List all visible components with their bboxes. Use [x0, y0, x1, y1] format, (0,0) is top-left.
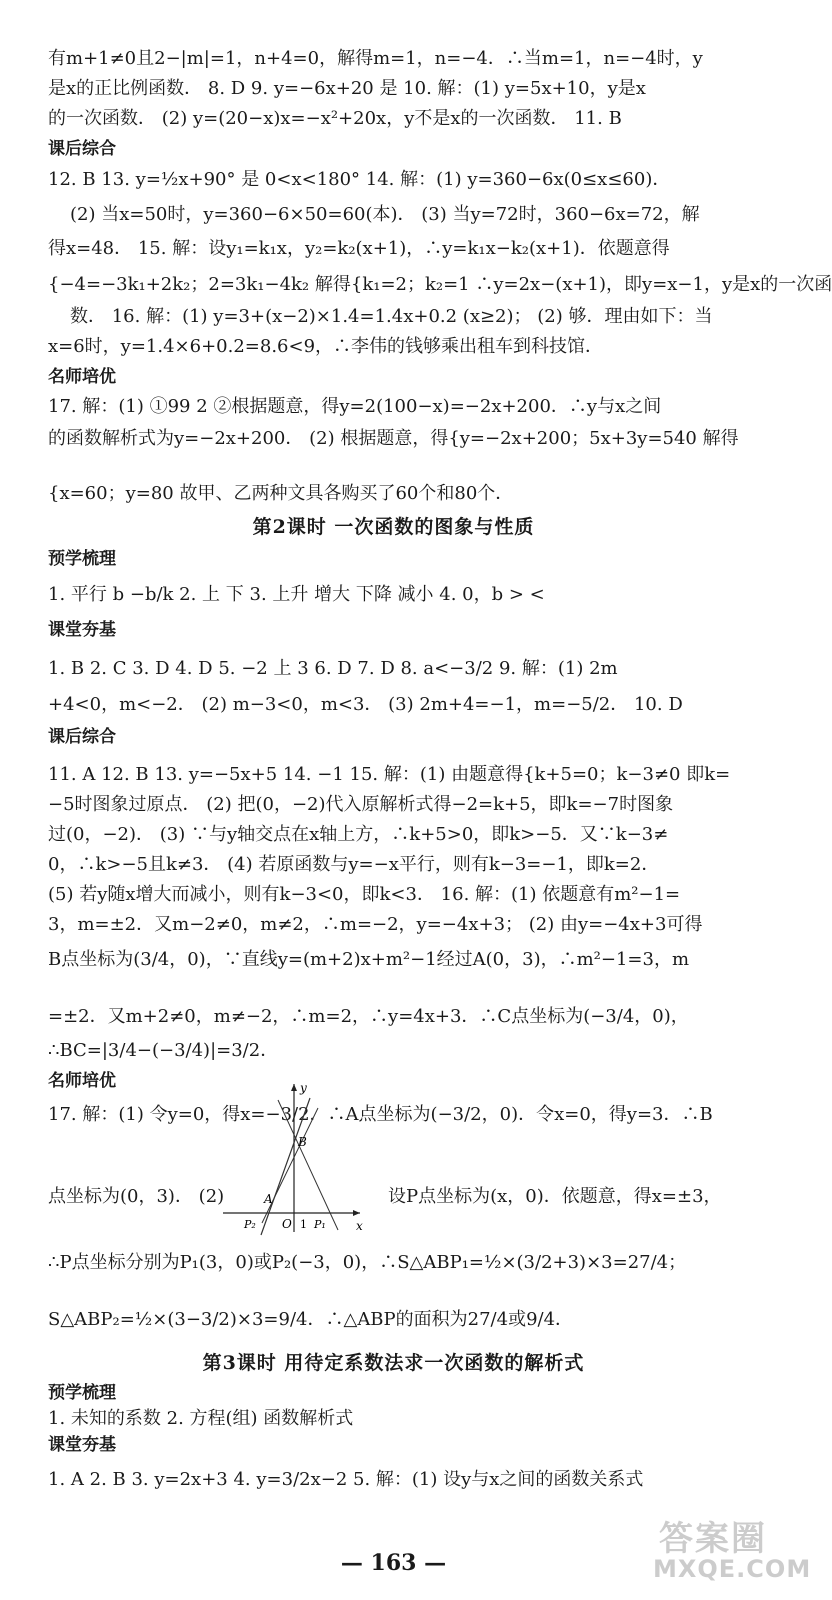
text-line: S△ABP₂=½×(3−3/2)×3=9/4．∴△ABP的面积为27/4或9/4．: [48, 1309, 574, 1330]
watermark-bottom: MXQE.COM: [653, 1555, 812, 1583]
text-line: +4<0，m<−2． (2) m−3<0，m<3． (3) 2m+4=−1，m=−5/2． 10. D: [48, 694, 683, 715]
x-axis-arrow-icon: [353, 1210, 360, 1216]
text-line: 0，∴k>−5且k≠3． (4) 若原函数与y=−x平行，则有k−3=−1，即k=2．: [48, 854, 660, 875]
text-line: 有m+1≠0且2−|m|=1，n+4=0，解得m=1，n=−4．∴当m=1，n=−4时，y: [48, 48, 703, 69]
text-line: 1. A 2. B 3. y=2x+3 4. y=3/2x−2 5. 解：(1) 设y与x之间的函数关系式: [48, 1469, 644, 1490]
page-number: — 163 —: [340, 1550, 447, 1576]
point-a-label: A: [264, 1192, 273, 1206]
text-line: −5时图象过原点． (2) 把(0，−2)代入原解析式得−2=k+5，即k=−7时图象: [48, 794, 674, 815]
equation-system-line: 的函数解析式为y=−2x+200． (2) 根据题意，得{y=−2x+200；5x+3y=540 解得: [48, 428, 739, 449]
text-line: 点坐标为(0，3)． (2): [48, 1186, 225, 1207]
coordinate-graph: [218, 1080, 368, 1235]
lesson-title: 第2课时 一次函数的图象与性质: [252, 516, 535, 538]
text-line: 1. 平行 b −b/k 2. 上 下 3. 上升 增大 下降 减小 4. 0，b > <: [48, 584, 545, 605]
lesson-title: 第3课时 用待定系数法求一次函数的解析式: [202, 1352, 585, 1374]
text-line: 17. 解：(1) ①99 2 ②根据题意，得y=2(100−x)=−2x+200．∴y与x之间: [48, 396, 662, 417]
section-heading: 名师培优: [48, 367, 116, 387]
line-ab: [261, 1098, 310, 1235]
text-line: 设P点坐标为(x，0)．依题意，得x=±3，: [388, 1186, 722, 1207]
point-b-label: B: [298, 1135, 307, 1149]
text-line: (5) 若y随x增大而减小，则有k−3<0，即k<3． 16. 解：(1) 依题意有m²−1=: [48, 884, 681, 905]
x-axis-label: x: [356, 1219, 363, 1233]
text-line: ∴BC=|3/4−(−3/4)|=3/2．: [48, 1040, 279, 1061]
section-heading: 课堂夯基: [48, 1435, 116, 1455]
origin-label: O: [282, 1217, 292, 1231]
point-p2-label: P₂: [244, 1218, 256, 1231]
tick-label-one: 1: [300, 1218, 307, 1231]
text-line: 1. B 2. C 3. D 4. D 5. −2 上 3 6. D 7. D 8. a<−3/2 9. 解：(1) 2m: [48, 658, 618, 679]
text-line: 过(0，−2)． (3) ∵与y轴交点在x轴上方，∴k+5>0，即k>−5．又∵k−3≠: [48, 824, 669, 845]
text-line: 得x=48． 15. 解：设y₁=k₁x，y₂=k₂(x+1)，∴y=k₁x−k₂(x+1)．依题意得: [48, 238, 670, 259]
text-line: 17. 解：(1) 令y=0，得x=−3/2．∴A点坐标为(−3/2，0)．令x=0，得y=3．∴B: [48, 1104, 713, 1125]
section-heading: 课堂夯基: [48, 620, 116, 640]
text-line: x=6时，y=1.4×6+0.2=8.6<9，∴李伟的钱够乘出租车到科技馆．: [48, 336, 604, 357]
section-heading: 预学梳理: [48, 1383, 116, 1403]
equation-system-line: {−4=−3k₁+2k₂；2=3k₁−4k₂ 解得{k₁=2；k₂=1 ∴y=2x−(x+1)，即y=x−1，y是x的一次函: [48, 274, 832, 295]
text-line: 11. A 12. B 13. y=−5x+5 14. −1 15. 解：(1) 由题意得{k+5=0；k−3≠0 即k=: [48, 764, 731, 785]
watermark-logo: [653, 1519, 812, 1583]
section-heading: 预学梳理: [48, 549, 116, 569]
text-line: 的一次函数． (2) y=(20−x)x=−x²+20x，y不是x的一次函数． 11. B: [48, 108, 622, 129]
text-line: 是x的正比例函数． 8. D 9. y=−6x+20 是 10. 解：(1) y=5x+10，y是x: [48, 78, 646, 99]
text-line: 1. 未知的系数 2. 方程(组) 函数解析式: [48, 1408, 354, 1429]
text-line: ∴P点坐标分别为P₁(3，0)或P₂(−3，0)，∴S△ABP₁=½×(3/2+3)×3=27/4；: [48, 1252, 687, 1273]
text-line: (2) 当x=50时，y=360−6×50=60(本)． (3) 当y=72时，360−6x=72，解: [70, 204, 700, 225]
y-axis-arrow-icon: [291, 1084, 297, 1091]
point-p1-label: P₁: [314, 1218, 326, 1231]
y-axis-label: y: [300, 1081, 307, 1095]
line-bp1: [278, 1100, 338, 1230]
section-heading: 课后综合: [48, 139, 116, 159]
text-line: 3，m=±2．又m−2≠0，m≠2，∴m=−2，y=−4x+3； (2) 由y=−4x+3可得: [48, 914, 703, 935]
text-line: 数． 16. 解：(1) y=3+(x−2)×1.4=1.4x+0.2 (x≥2)； (2) 够．理由如下：当: [70, 306, 713, 327]
text-line: {x=60；y=80 故甲、乙两种文具各购买了60个和80个．: [48, 483, 514, 504]
text-line: =±2．又m+2≠0，m≠−2，∴m=2，∴y=4x+3．∴C点坐标为(−3/4，0)，: [48, 1006, 689, 1027]
watermark-top: 答案圈: [659, 1519, 767, 1559]
text-line: 12. B 13. y=½x+90° 是 0<x<180° 14. 解：(1) y=360−6x(0≤x≤60)．: [48, 169, 671, 190]
section-heading: 名师培优: [48, 1071, 116, 1091]
text-line: B点坐标为(3/4，0)，∵直线y=(m+2)x+m²−1经过A(0，3)，∴m²−1=3，m: [48, 949, 690, 970]
section-heading: 课后综合: [48, 727, 116, 747]
